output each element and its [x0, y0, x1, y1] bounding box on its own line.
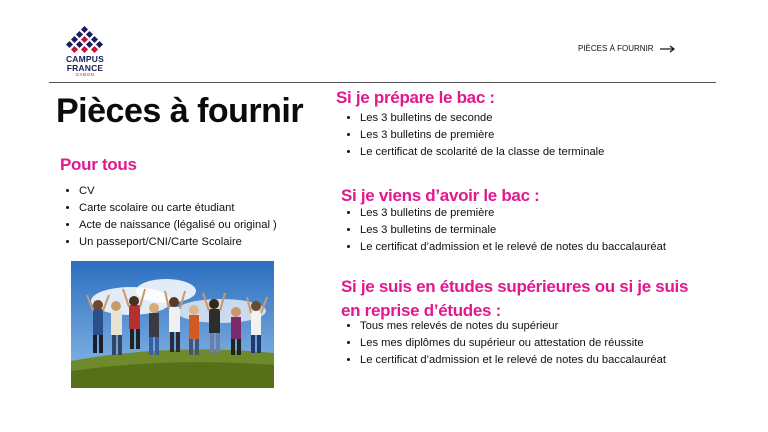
- list-item: • Acte de naissance (légalisé ou original ): [79, 217, 277, 234]
- list-item: • Carte scolaire ou carte étudiant: [79, 200, 277, 217]
- list-pour-tous: [60, 183, 277, 251]
- list-etudes-sup: [341, 318, 666, 369]
- nav-link-pieces[interactable]: [578, 44, 676, 53]
- arrow-right-icon: [660, 45, 676, 53]
- nav-link-label: PIÈCES À FOURNIR: [578, 44, 654, 53]
- list-item: • Les 3 bulletins de seconde: [360, 110, 604, 127]
- list-item: • Les 3 bulletins de première: [360, 205, 666, 222]
- section-title-line-1: Si je suis en études supérieures ou si je suis: [341, 277, 689, 296]
- logo-text: [56, 55, 114, 78]
- list-item: • Tous mes relevés de notes du supérieur: [360, 318, 666, 335]
- header-divider: [49, 82, 716, 83]
- list-item: • CV: [79, 183, 277, 200]
- section-title-avoir-bac: Si je viens d’avoir le bac :: [341, 186, 540, 205]
- list-item: • Les 3 bulletins de terminale: [360, 222, 666, 239]
- logo-line-1: CAMPUS: [65, 54, 105, 64]
- list-item: • Le certificat d’admission et le relevé de notes du baccalauréat: [360, 239, 666, 256]
- logo-line-2: FRANCE: [66, 62, 104, 73]
- section-title-line-2: en reprise d’études :: [341, 301, 501, 320]
- list-avoir-bac: [341, 205, 666, 256]
- list-item: • Les 3 bulletins de première: [360, 127, 604, 144]
- section-title-pour-tous: Pour tous: [60, 155, 137, 174]
- list-item: • Le certificat de scolarité de la classe de terminale: [360, 144, 604, 161]
- students-jumping-photo: [71, 261, 274, 388]
- section-title-prepare-bac: Si je prépare le bac :: [336, 88, 495, 107]
- list-prepare-bac: [341, 110, 604, 161]
- logo-diamond-mark: [58, 26, 112, 56]
- section-title-etudes-sup: [341, 275, 688, 323]
- page-title: Pièces à fournir: [56, 92, 304, 130]
- logo-line-3: GABON: [75, 72, 95, 77]
- list-item: • Un passeport/CNI/Carte Scolaire: [79, 234, 277, 251]
- list-item: • Les mes diplômes du supérieur ou attestation de réussite: [360, 335, 666, 352]
- list-item: • Le certificat d’admission et le relevé de notes du baccalauréat: [360, 352, 666, 369]
